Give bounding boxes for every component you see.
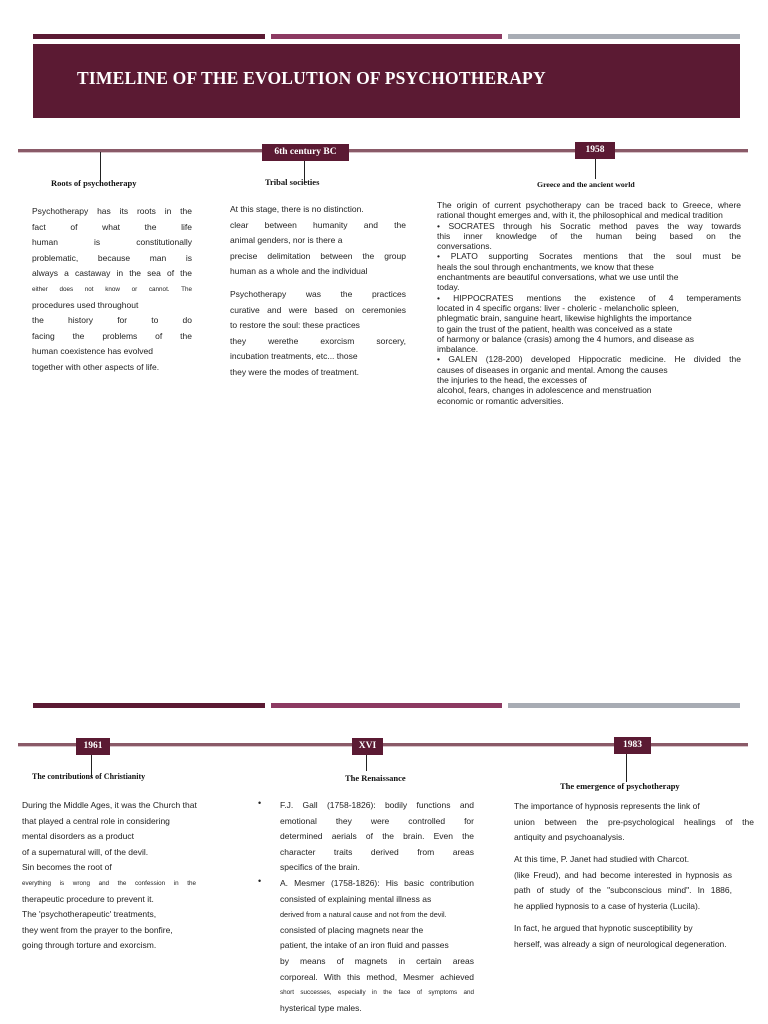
accent-bar-rose (271, 703, 502, 708)
caption-emergence-psychotherapy: The emergence of psychotherapy (560, 781, 680, 791)
timeline-tag-1961: 1961 (76, 738, 110, 755)
accent-bar-grey (508, 703, 740, 708)
timeline-tag-xvi: XVI (352, 738, 383, 755)
text-emergence-janet: At this time, P. Janet had studied with Charcot. (like Freud), and had become interested in hypnosis as path of study of the "subconscious mind". In 1886, he applied hypnosis to a case of hysteria (Lucila). (514, 854, 732, 911)
timeline-tick (626, 754, 627, 782)
timeline-line-top (18, 149, 748, 153)
text-emergence-hypnosis: The importance of hypnosis represents the link of union between the pre-psychological healings of the antiquity and psychoanalysis. (514, 801, 754, 843)
text-renaissance: F.J. Gall (1758-1826): bodily functions and emotional they were controlled for determined aerials of the brain. Even the character traits derived from areas specifics of the brain. A. Mesmer (1758-1826): His basic contribution consisted of explaining mental illness as derived from a natural cause and not from the devil. consisted of placing magnets near the patient, the intake of an iron fluid and passes by means of magnets in certain areas corporeal. With this method, Mesmer achieved short successes, especially in the face of symptoms and hysterical type males. (280, 800, 474, 1013)
text-roots-psychotherapy: Psychotherapy has its roots in the fact of what the life human is constitutionally problematic, because man is always a castaway in the sea of the either does not know or cannot. The procedures used throughout the history for to do facing the problems of the human coexistence has evolved together with other aspects of life. (32, 206, 192, 372)
caption-roots-of-psychotherapy: Roots of psychotherapy (51, 178, 137, 188)
text-contributions-christianity: During the Middle Ages, it was the Church that that played a central role in considering mental disorders as a product of a supernatural will, of the devil. Sin becomes the root of everything is wrong and the confession in the therapeutic procedure to prevent it. The 'psychotherapeutic' treatments, they went from the prayer to the bonfire, going through torture and exorcism. (22, 800, 197, 951)
bullet-dot: • (258, 876, 262, 886)
text-tribal-societies: At this stage, there is no distinction. clear between humanity and the animal genders, nor is there a precise delimitation between the group human as a whole and the individual (230, 204, 406, 277)
timeline-tag-1958: 1958 (575, 142, 615, 159)
accent-bar-maroon (33, 34, 265, 39)
caption-tribal-societies: Tribal societies (265, 177, 320, 187)
bullet-dot: • (258, 798, 262, 808)
timeline-tick (366, 755, 367, 771)
caption-contributions-christianity: The contributions of Christianity (32, 772, 146, 781)
timeline-tag-1983: 1983 (614, 737, 651, 754)
caption-greece-ancient-world: Greece and the ancient world (537, 180, 635, 189)
caption-renaissance: The Renaissance (345, 773, 406, 783)
text-emergence-susceptibility: In fact, he argued that hypnotic susceptibility by herself, was already a sign of neurological degeneration. (514, 923, 727, 949)
timeline-tag-6th-century-bc: 6th century BC (262, 144, 349, 161)
timeline-tick (595, 159, 596, 179)
title-banner (33, 44, 740, 118)
text-greece-ancient-world: The origin of current psychotherapy can be traced back to Greece, where rational thought emerges and, with it, the philosophical and medical tradition • SOCRATES through his Socratic method paves the way towards this inner knowledge of the human being based on the conversations. • PLATO supporting Socrates mentions that the soul must be heals the soul through enchantments, we know that these enchantments are beautiful conversations, what we use until the today. • HIPPOCRATES mentions the existence of 4 temperaments located in 4 specific organs: liver - choleric - melancholic spleen, phlegmatic brain, sanguine heart, likewise highlights the importance to gain the trust of the patient, health was conceived as a state of harmony or balance (crasis) among the 4 humors, and disease as imbalance. • GALEN (128-200) developed Hippocratic medicine. He divided the causes of diseases in organic and mental. Among the causes the injuries to the head, the excesses of alcohol, fears, changes in adolescence and menstruation economic or romantic adversities. (437, 200, 741, 406)
text-tribal-practices: Psychotherapy was the practices curative and were based on ceremonies to restore the soul: these practices they werethe exorcism sorcery, incubation treatments, etc... those they were the modes of treatment. (230, 289, 406, 377)
accent-bar-rose (271, 34, 502, 39)
accent-bar-maroon (33, 703, 265, 708)
page-title: TIMELINE OF THE EVOLUTION OF PSYCHOTHERAPY (77, 68, 546, 88)
accent-bar-grey (508, 34, 740, 39)
